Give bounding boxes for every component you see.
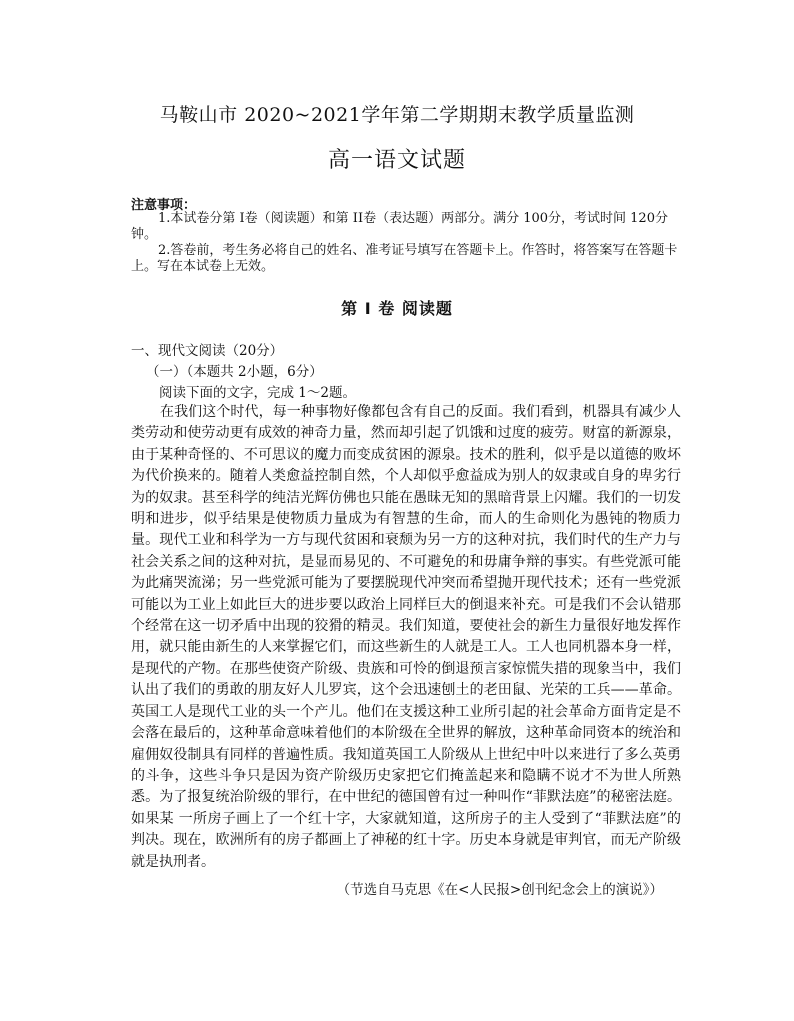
reading-passage: 在我们这个时代，每一种事物好像都包含有自己的反面。我们看到，机器具有减少人类劳动和使劳动更有成效的神奇力量，然而却引起了饥饿和过度的疲劳。财富的新源泉，由于某种奇怪的、不可思议的魔力而变成贫困的源泉。技术的胜利，似乎是以道德的败坏为代价换来的。随着人类愈益控制自然，个人却似乎愈益成为别人的奴隶或自身的卑劣行为的奴隶。甚至科学的纯洁光辉仿佛也只能在愚昧无知的黑暗背景上闪耀。我们的一切发明和进步，似乎结果是使物质力量成为有智慧的生命，而人的生命则化为愚钝的物质力量。现代工业和科学为一方与现代贫困和衰颓为另一方的这种对抗，我们时代的生产力与社会关系之间的这种对抗，是显而易见的、不可避免的和毋庸争辩的事实。有些党派可能为此痛哭流涕；另一些党派可能为了要摆脱现代冲突而希望抛开现代技术；还有一些党派可能以为工业上如此巨大的进步要以政治上同样巨大的倒退来补充。可是我们不会认错那个经常在这一切矛盾中出现的狡猾的精灵。我们知道，要使社会的新生力量很好地发挥作用，就只能由新生的人来掌握它们，而这些新生的人就是工人。工人也同机器本身一样，是现代的产物。在那些使资产阶级、贵族和可怜的倒退预言家惊慌失措的现象当中，我们认出了我们的勇敢的朋友好人儿罗宾，这个会迅速刨土的老田鼠、光荣的工兵——革命。英国工人是现代工业的头一个产儿。他们在支援这种工业所引起的社会革命方面肯定是不会落在最后的，这种革命意味着他们的本阶级在全世界的解放，这种革命同资本的统治和雇佣奴役制具有同样的普遍性质。我知道英国工人阶级从上世纪中叶以来进行了多么英勇的斗争，这些斗争只是因为资产阶级历史家把它们掩盖起来和隐瞒不说才不为世人所熟悉。为了报复统治阶级的罪行，在中世纪的德国曾有过一种叫作“菲默法庭”的秘密法庭。如果某 一所房子画上了一个红十字，大家就知道，这所房子的主人受到了“菲默法庭”的判决。现在，欧洲所有的房子都画上了神秘的红十字。历史本身就是审判官，而无产阶级就是执刑者。	[131, 404, 681, 870]
exam-title: 马鞍山市 2020~2021学年第二学期期末教学质量监测	[159, 104, 635, 126]
passage-source: （节选自马克思《在<人民报>创刊纪念会上的演说》）	[336, 882, 663, 898]
exam-subtitle: 高一语文试题	[327, 148, 466, 173]
notice-item-1: 1.本试卷分第 I卷（阅读题）和第 II卷（表达题）两部分。满分 100分，考试时间 120分钟。	[131, 211, 668, 242]
notice-item-2: 2.答卷前，考生务必将自己的姓名、准考证号填写在答题卡上。作答时，将答案写在答题卡上。写在本试卷上无效。	[131, 243, 678, 274]
section-title: 第 I 卷 阅读题	[341, 299, 453, 318]
question-instruction: 阅读下面的文字，完成 1～2题。	[159, 385, 356, 401]
notice-heading: 注意事项：	[131, 198, 197, 213]
question-sub-heading: （一）（本题共 2小题，6分）	[146, 364, 323, 380]
question-heading: 一、现代文阅读（20分）	[131, 343, 284, 359]
